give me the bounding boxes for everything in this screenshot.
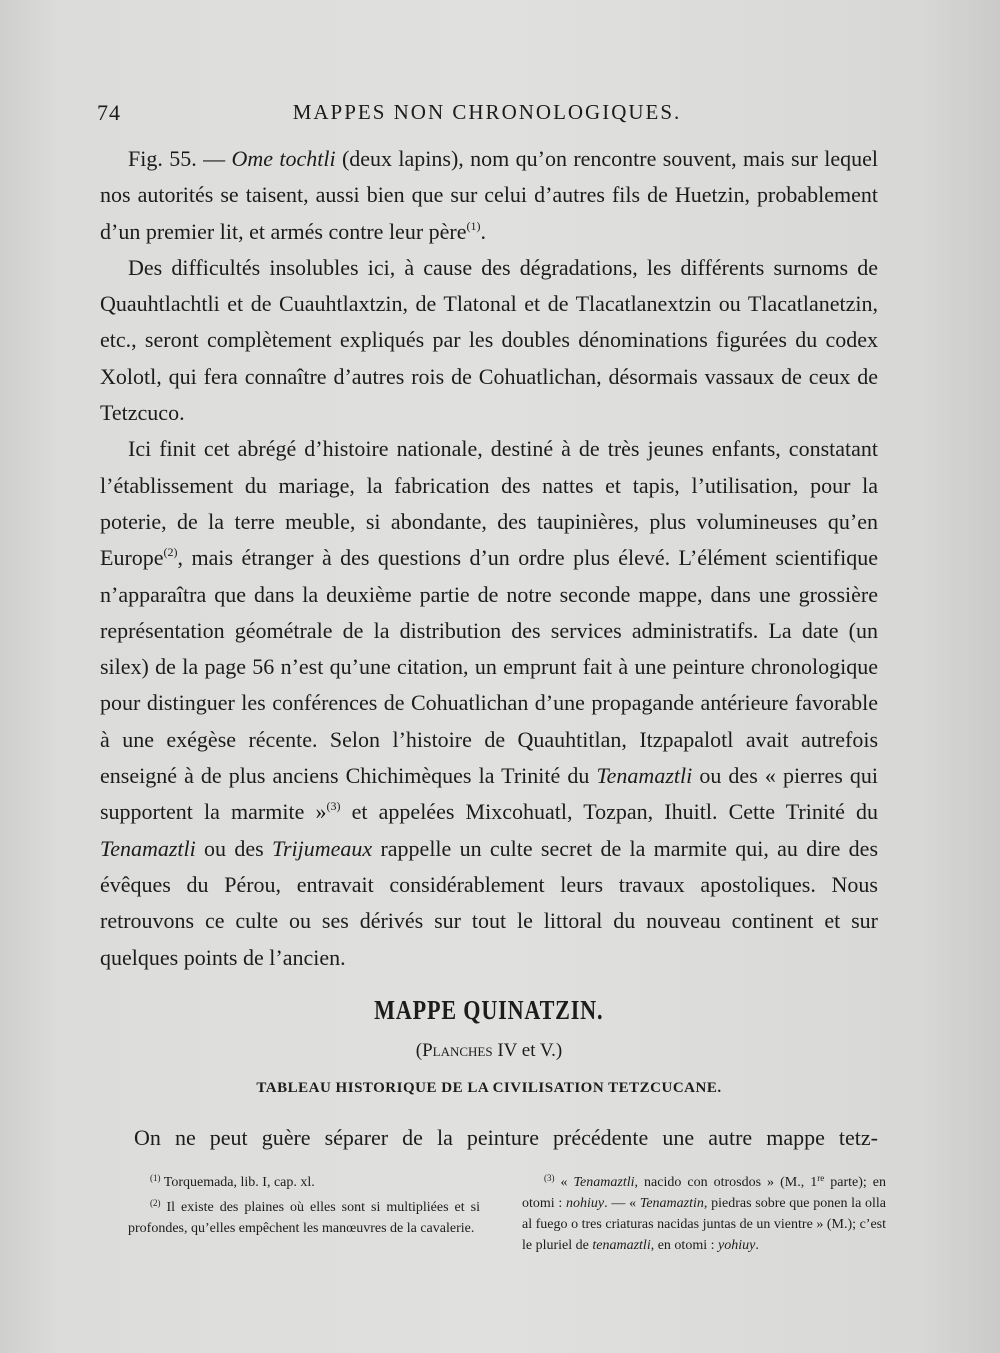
text-span: ( (415, 1040, 423, 1061)
text-span: , mais étranger à des questions d’un ordre plus élevé. L’élément scientifique n’apparaîtra que dans la deuxième partie de notre seconde mappe, dans une grossière représentation géométrale de la distribution des services administratifs. La date (un silex) de la page 56 n’est qu’une citation, un emprunt fait à une peinture chronologique pour distinguer les conférences de Cohuatlichan d’une propagande antérieure favorable à une exégèse récente. Selon l’histoire de Quauhtitlan, Itzpapalotl avait autrefois enseigné à de plus anciens Chichimèques la Trinité du (100, 545, 878, 789)
text-span: ou des « pierres qui supportent la marmite » (100, 763, 879, 825)
italic-term: yohiuy (718, 1238, 756, 1253)
footnote-ref-2[interactable]: (2) (163, 545, 178, 560)
footnote-3 (522, 1168, 886, 1256)
italic-term: nohiuy (566, 1196, 605, 1211)
text-span: Fig. 55. — (128, 146, 232, 171)
text-span: . — « (604, 1196, 640, 1211)
page-number: 74 (97, 100, 121, 125)
footnote-mark: (2) (150, 1198, 161, 1208)
section-heading: TABLEAU HISTORIQUE DE LA CIVILISATION TETZCUCANE. (256, 1080, 722, 1096)
italic-term: Tenamaztli (100, 835, 196, 861)
italic-term: Tenamaztin (639, 1196, 704, 1211)
italic-term: Tenamaztli (573, 1175, 635, 1190)
paragraph-ici-finit (100, 431, 878, 975)
text-span: et appelées Mixcohuatl, Tozpan, Ihuitl. Cette Trinité du (340, 799, 879, 825)
footnote-mark: (3) (544, 1173, 555, 1183)
text-span: Ici finit cet abrégé d’histoire nationale, destiné à de très jeunes enfants, constatant l’établissement du mariage, la fabrication des nattes et tapis, l’utilisation, pour la poterie, de la terre meuble, si abondante, des taupinières, plus volumineuses qu’en Europe (100, 436, 878, 571)
text-span: , nacido con otrosdos » (M., 1 (634, 1175, 818, 1190)
text-span: rappelle un culte secret de la marmite qui, au dire des évêques du Pérou, entravait considérablement leurs travaux apostoliques. Nous retrouvons ce culte ou ses dérivés sur tout le littoral du nouveau continent et sur quelques points de l’ancien. (100, 835, 879, 970)
text-span: ou des (195, 835, 272, 861)
footnote-mark: (1) (150, 1173, 161, 1183)
section-title: MAPPE QUINATZIN. (374, 995, 604, 1025)
paragraph-difficultes: Des difficultés insolubles ici, à cause des dégradations, les différents surnoms de Quauhtlachtli et de Cuauhtlaxtzin, de Tlatonal et de Tlacatlanextzin ou Tlacatlanetzin, etc., seront complètement expliqués par les doubles dénominations figurées du codex Xolotl, qui fera connaître d’autres rois de Cohuatlichan, désormais vassaux de ceux de Tetzcuco. (100, 254, 878, 426)
section-block (100, 995, 878, 1097)
text-span: , en otomi : (650, 1238, 718, 1253)
section-subtitle (100, 1040, 878, 1062)
italic-term: Ome tochtli (231, 146, 336, 171)
text-span: Il existe des plaines où elles sont si multipliées et si profondes, qu’elles empêchent les manœuvres de la cavalerie. (128, 1200, 480, 1236)
footnote-2 (128, 1193, 480, 1239)
text-span: . (480, 218, 487, 244)
text-span: IV et V.) (492, 1040, 563, 1061)
running-title: MAPPES NON CHRONOLOGIQUES. (292, 100, 682, 124)
text-span: . (755, 1238, 759, 1253)
text-span: parte); en otomi : (522, 1175, 887, 1211)
text-span: Torquemada, lib. I, cap. xl. (160, 1175, 315, 1190)
italic-term: Trijumeaux (271, 835, 373, 861)
paragraph-continuation: On ne peut guère séparer de la peinture précédente une autre mappe tetz- (134, 1125, 878, 1150)
text-span: , piedras sobre que ponen la olla al fuego o tres criaturas nacidas juntas de un vientre » (M.); c’est le pluriel de (522, 1196, 887, 1253)
text-span: (deux lapins), nom qu’on rencontre souvent, mais sur lequel nos autorités se taisent, aussi bien que sur celui d’autres fils de Huetzin, probablement d’un premier lit, et armés contre leur père (100, 146, 878, 244)
page-header (97, 100, 877, 132)
footnotes-left-column (128, 1168, 480, 1239)
footnote-1 (128, 1168, 480, 1193)
text-span: « (554, 1175, 574, 1190)
footnote-ref-1[interactable]: (1) (466, 218, 481, 233)
italic-term: Tenamaztli (596, 763, 693, 789)
ordinal-suffix: re (817, 1173, 825, 1183)
body-text (100, 141, 878, 976)
text-span: Planches (422, 1040, 493, 1061)
footnotes-right-column (522, 1168, 886, 1256)
paragraph-fig-55 (100, 141, 878, 250)
italic-term: tenamaztli (592, 1238, 651, 1253)
footnote-ref-3[interactable]: (3) (326, 799, 341, 814)
